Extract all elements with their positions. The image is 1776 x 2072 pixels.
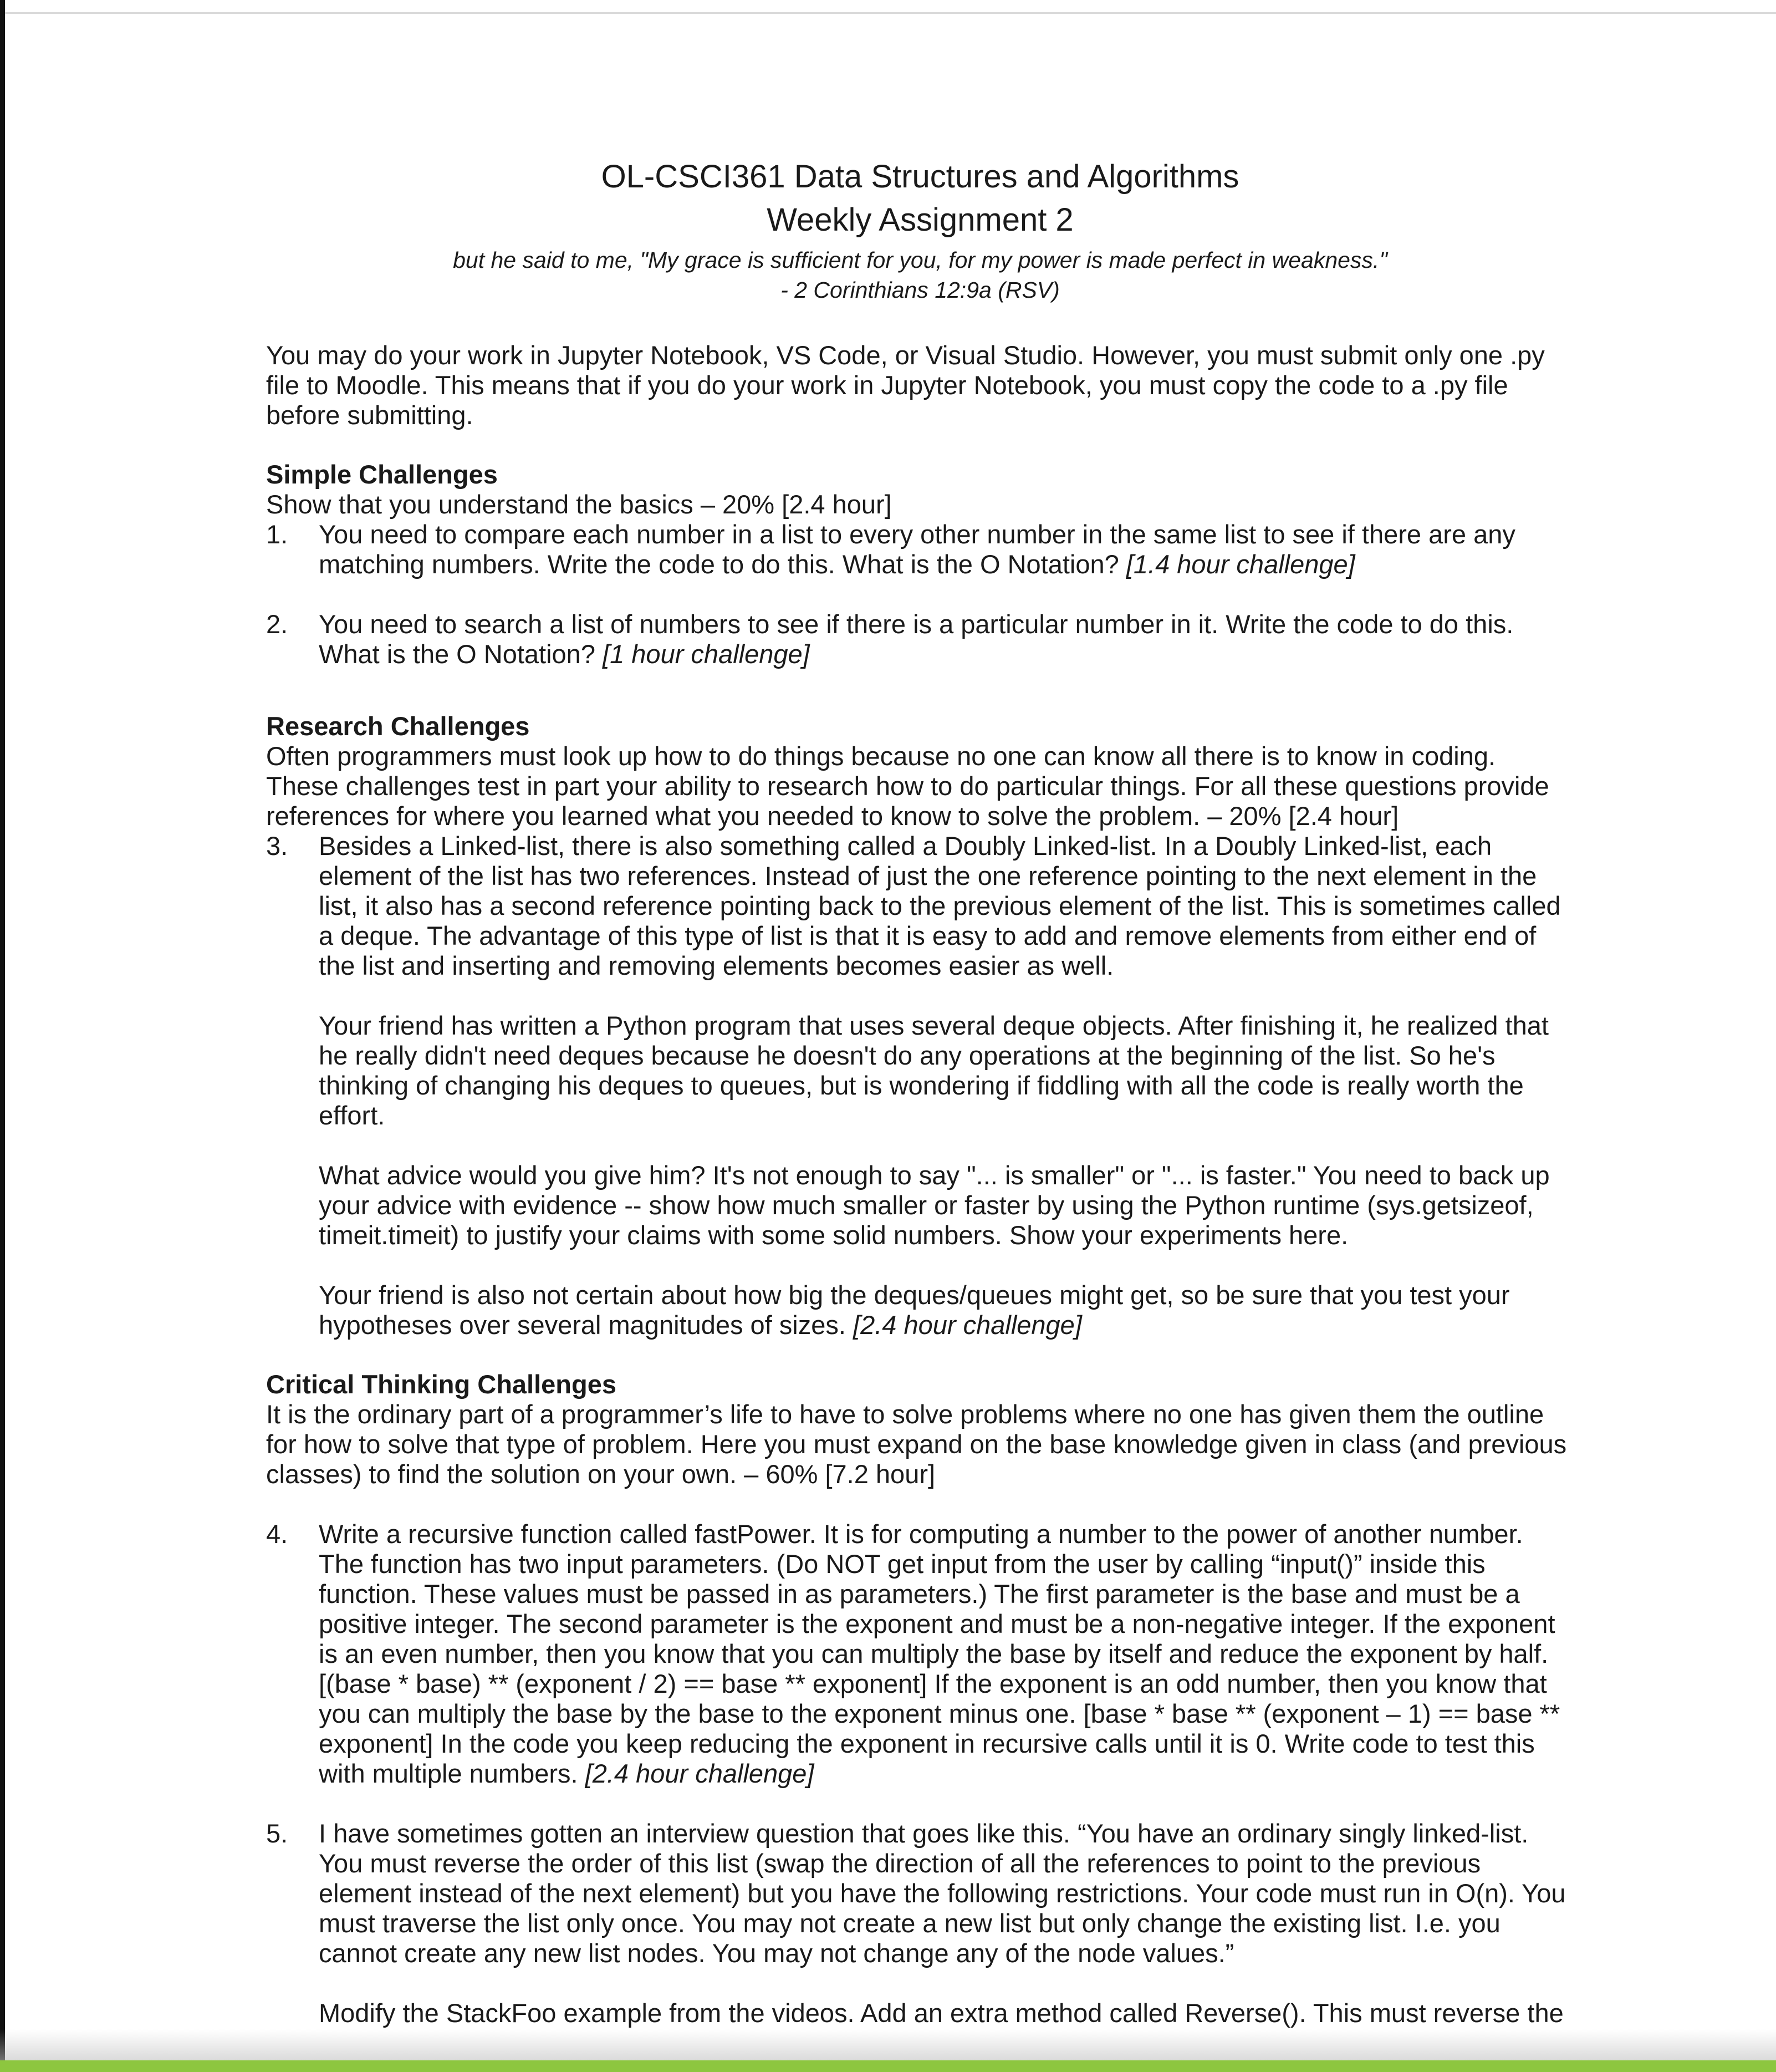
question-text: Besides a Linked-list, there is also something called a Doubly Linked-list. In a Doubly Linked-list, each element of the list has two references. Instead of just the one reference pointing to the next element in the list, it also has a second reference pointing back to the previous element of the list. This is sometimes called a deque. The advantage of this type of list is that it is easy to add and remove elements from either end of the list and inserting and removing elements becomes easier as well. [319, 831, 1561, 980]
time-estimate: [1.4 hour challenge] [1126, 549, 1355, 579]
course-title: OL-CSCI361 Data Structures and Algorithms [601, 159, 1239, 195]
simple-challenges-heading: Simple Challenges [266, 460, 498, 489]
page-bottom-shadow [0, 2029, 1776, 2063]
taskbar-strip [0, 2060, 1776, 2072]
question-3-paragraph-2: Your friend has written a Python program that uses several deque objects. After finishing it, he realized that he really didn't need deques because he doesn't do any operations at the beginning of the list. So he's thinking of changing his deques to queues, but is wondering if fiddling with all the code is really worth the effort. [319, 1011, 1549, 1130]
question-5-paragraph-2: Modify the StackFoo example from the videos. Add an extra method called Reverse(). This must reverse the [319, 1998, 1564, 2028]
time-estimate: [2.4 hour challenge] [853, 1310, 1082, 1340]
question-5 [266, 1819, 1574, 2028]
viewer-left-edge [0, 0, 5, 2072]
critical-thinking-description: It is the ordinary part of a programmer’s life to have to solve problems where no one has given them the outline for how to solve that type of problem. Here you must expand on the base knowledge given in class (and previous classes) to find the solution on your own. – 60% [7.2 hour] [266, 1399, 1567, 1489]
question-number: 5. [266, 1819, 288, 1848]
critical-thinking-heading: Critical Thinking Challenges [266, 1370, 616, 1399]
question-number: 3. [266, 831, 288, 861]
epigraph-quote: but he said to me, "My grace is sufficient for you, for my power is made perfect in weakness." [453, 247, 1387, 273]
question-3-paragraph-4: Your friend is also not certain about how big the deques/queues might get, so be sure that you test your hypotheses over several magnitudes of sizes. [319, 1280, 1510, 1340]
question-text: Write a recursive function called fastPower. It is for computing a number to the power of another number. The function has two input parameters. (Do NOT get input from the user by calling “input()” inside this function. These values must be passed in as parameters.) The first parameter is the base and must be a positive integer. The second parameter is the exponent and must be a non-negative integer. If the exponent is an even number, then you know that you can multiply the base by itself and reduce the exponent by half. [(base * base) ** (exponent / 2) == base ** exponent] If the exponent is an odd number, then you know that you can multiply the base by the base to the exponent minus one. [base * base ** (exponent – 1) == base ** exponent] In the code you keep reducing the exponent in recursive calls until it is 0. Write code to test this with multiple numbers. [319, 1519, 1560, 1788]
assignment-title: Weekly Assignment 2 [767, 202, 1074, 238]
question-number: 4. [266, 1519, 288, 1549]
research-challenges-heading: Research Challenges [266, 711, 530, 741]
time-estimate: [2.4 hour challenge] [585, 1759, 814, 1788]
simple-challenges-description: Show that you understand the basics – 20% [2.4 hour] [266, 490, 892, 519]
document-page [266, 155, 1574, 2028]
question-number: 2. [266, 609, 288, 639]
question-3-paragraph-3: What advice would you give him? It's not enough to say "... is smaller" or "... is faster." You need to back up your advice with evidence -- show how much smaller or faster by using the Python runtime (sys.getsizeof, timeit.timeit) to justify your claims with some solid numbers. Show your experiments here. [319, 1160, 1550, 1250]
research-challenges-description: Often programmers must look up how to do things because no one can know all there is to know in coding. These challenges test in part your ability to research how to do particular things. For all these questions provide references for where you learned what you needed to know to solve the problem. – 20% [2.4 hour] [266, 741, 1549, 831]
intro-paragraph: You may do your work in Jupyter Notebook, VS Code, or Visual Studio. However, you must submit only one .py file to Moodle. This means that if you do your work in Jupyter Notebook, you must copy the code to a .py file before submitting. [266, 340, 1545, 430]
question-3 [266, 831, 1574, 1340]
question-1 [266, 520, 1574, 579]
question-text: I have sometimes gotten an interview question that goes like this. “You have an ordinary singly linked-list. You must reverse the order of this list (swap the direction of all the references to point to the previous element instead of the next element) but you have the following restrictions. Your code must run in O(n). You must traverse the list only once. You may not create a new list but only change the existing list. I.e. you cannot create any new list nodes. You may not change any of the node values.” [319, 1819, 1566, 1968]
question-text: You need to compare each number in a list to every other number in the same list to see if there are any matching numbers. Write the code to do this. What is the O Notation? [319, 520, 1515, 579]
question-text: You need to search a list of numbers to see if there is a particular number in it. Write the code to do this. What is the O Notation? [319, 609, 1514, 669]
page-top-border [5, 12, 1776, 14]
question-4 [266, 1519, 1574, 1789]
question-2 [266, 609, 1574, 669]
epigraph-citation: - 2 Corinthians 12:9a (RSV) [780, 277, 1060, 303]
time-estimate: [1 hour challenge] [603, 639, 810, 669]
question-number: 1. [266, 520, 288, 549]
